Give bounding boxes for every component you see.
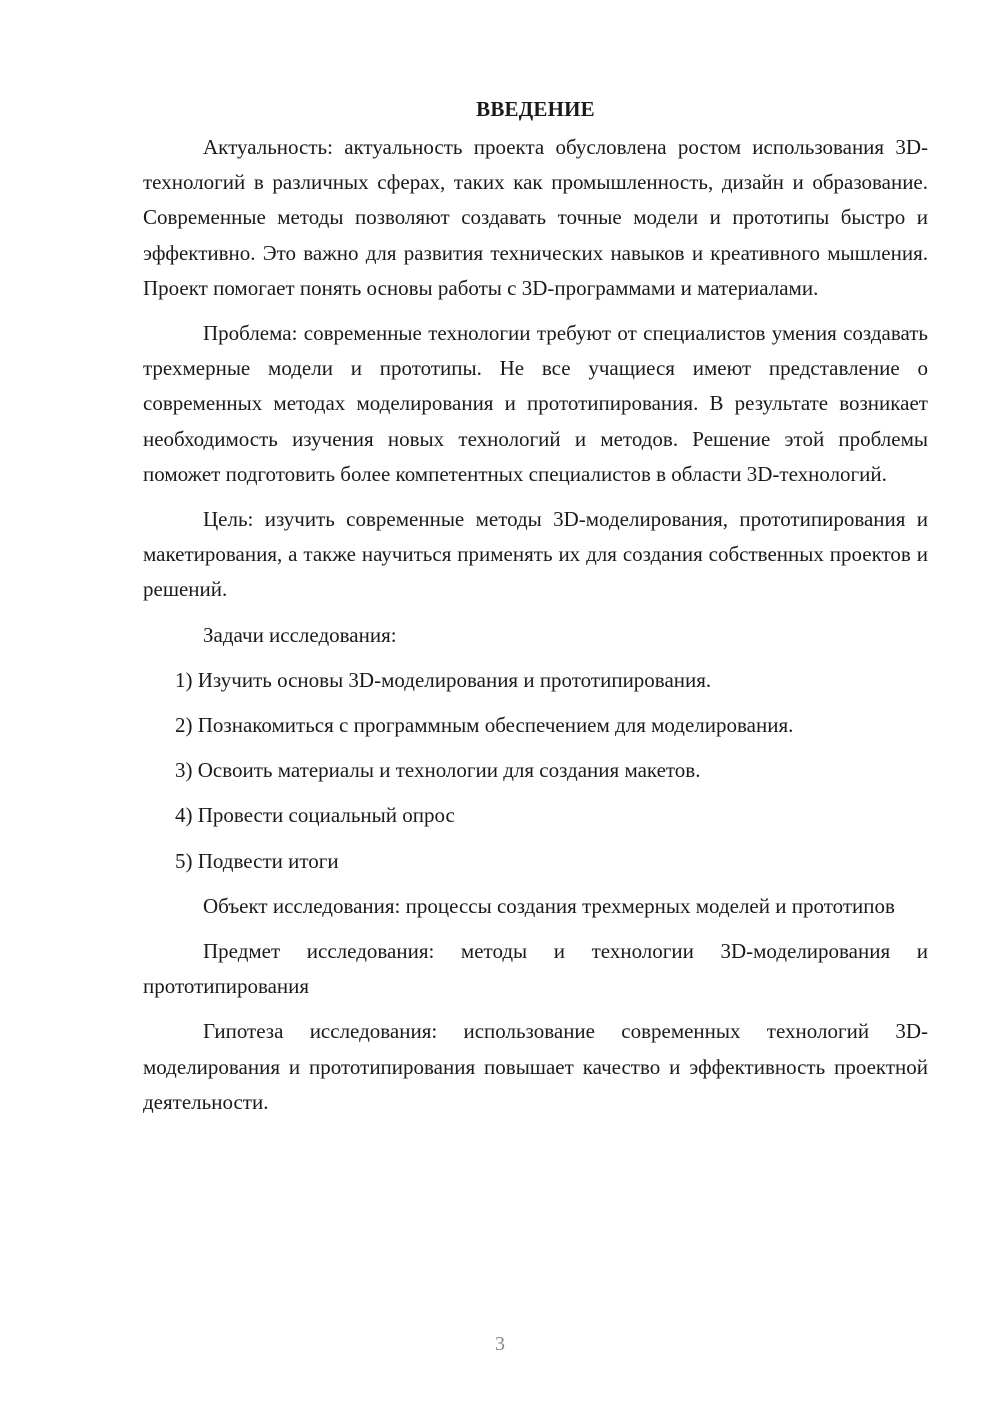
task-item-4: 4) Провести социальный опрос	[175, 803, 455, 828]
page-number: 3	[495, 1333, 505, 1355]
tasks-heading: Задачи исследования:	[203, 622, 397, 647]
tasks-list	[143, 663, 928, 879]
page-content	[143, 94, 928, 1130]
hypothesis-paragraph: Гипотеза исследования: использование современных технологий 3D-моделирования и прототипирования повышает качество и эффективность проектной деятельности.	[143, 1019, 928, 1114]
subject-paragraph: Предмет исследования: методы и технологии 3D-моделирования и прототипирования	[143, 939, 928, 999]
goal-paragraph: Цель: изучить современные методы 3D-моделирования, прототипирования и макетирования, а также научиться применять их для создания собственных проектов и решений.	[143, 507, 928, 602]
task-item-3: 3) Освоить материалы и технологии для создания макетов.	[175, 758, 701, 783]
problem-paragraph: Проблема: современные технологии требуют от специалистов умения создавать трехмерные модели и прототипы. Не все учащиеся имеют представление о современных методах моделирования и прототипирования. В результате возникает необходимость изучения новых технологий и методов. Решение этой проблемы поможет подготовить более компетентных специалистов в области 3D-технологий.	[143, 321, 928, 486]
task-item-5: 5) Подвести итоги	[175, 848, 339, 873]
task-item-1: 1) Изучить основы 3D-моделирования и прототипирования.	[175, 667, 712, 692]
relevance-paragraph: Актуальность: актуальность проекта обусловлена ростом использования 3D-технологий в различных сферах, таких как промышленность, дизайн и образование. Современные методы позволяют создавать точные модели и прототипы быстро и эффективно. Это важно для развития технических навыков и креативного мышления. Проект помогает понять основы работы с 3D-программами и материалами.	[143, 135, 928, 300]
section-title: ВВЕДЕНИЕ	[476, 97, 595, 121]
task-item-2: 2) Познакомиться с программным обеспечением для моделирования.	[175, 713, 794, 738]
object-paragraph: Объект исследования: процессы создания трехмерных моделей и прототипов	[203, 893, 895, 918]
